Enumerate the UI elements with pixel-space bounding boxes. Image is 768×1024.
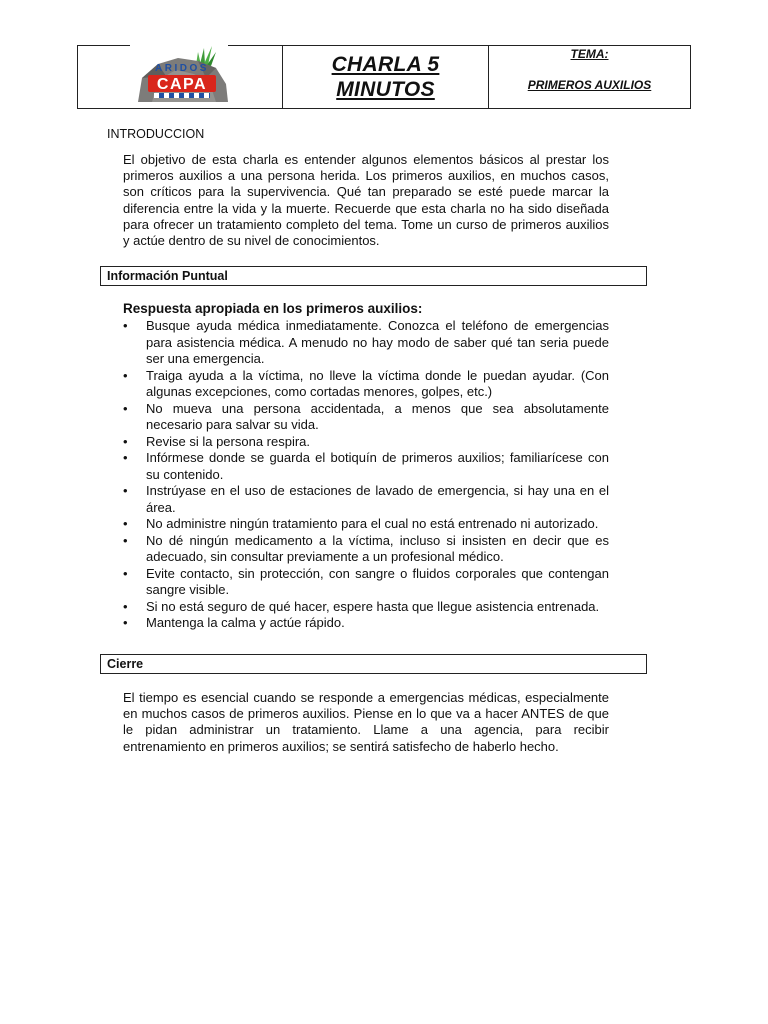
logo-cell [78,46,283,108]
company-logo [132,44,232,108]
list-item: • Traiga ayuda a la víctima, no lleve la víctima donde le puedan ayudar. (Con algunas excepciones, como cortadas menores, golpes, etc.) [123,368,609,401]
list-item: • Evite contacto, sin protección, con sangre o fluidos corporales que contengan sangre visible. [123,566,609,599]
list-item: • Revise si la persona respira. [123,434,609,451]
list-item: • Infórmese donde se guarda el botiquín de primeros auxilios; familiarícese con su contenido. [123,450,609,483]
title-line-1: CHARLA 5 [331,53,440,76]
logo-top-text: ARIDOS [155,63,209,74]
header-table [77,45,691,109]
title-cell [283,46,489,108]
list-item: • No dé ningún medicamento a la víctima, incluso si insisten en decir que es adecuado, sin consultar previamente a un profesional médico. [123,533,609,566]
list-item: • Mantenga la calma y actúe rápido. [123,615,609,632]
first-aid-list [123,318,609,632]
title-line-2: MINUTOS [336,78,435,101]
intro-heading: INTRODUCCION [107,127,205,141]
topic-label: TEMA: [570,47,609,61]
list-item: • No mueva una persona accidentada, a menos que sea absolutamente necesario para salvar su vida. [123,401,609,434]
list-item: • No administre ningún tratamiento para el cual no está entrenado ni autorizado. [123,516,609,533]
list-item: • Si no está seguro de qué hacer, espere hasta que llegue asistencia entrenada. [123,599,609,616]
closing-paragraph: El tiempo es esencial cuando se responde a emergencias médicas, especialmente en muchos casos de primeros auxilios. Piense en lo que va a hacer ANTES de que le pidan administrar un tratamiento. Llame a una agencia, para recibir entrenamiento en primeros auxilios; se sentirá satisfecho de haberlo hecho. [123,690,609,754]
topic-cell [489,46,690,108]
topic-value: PRIMEROS AUXILIOS [527,78,652,92]
intro-paragraph: El objetivo de esta charla es entender algunos elementos básicos al prestar los primeros auxilios a una persona herida. Los primeros auxilios, en muchos casos, son críticos para la supervivencia. Qué tan preparado se esté puede marcar la diferencia entre la vida y la muerte. Recuerde que esta charla no ha sido diseñada para ofrecer un tratamiento completo del tema. Tome un curso de primeros auxilios y actúe dentro de su nivel de conocimientos. [123,152,609,249]
info-section-heading: Información Puntual [100,266,647,286]
list-item: • Busque ayuda médica inmediatamente. Conozca el teléfono de emergencias para asistencia médica. A menudo no hay modo de saber qué tan seria puede ser una emergencia. [123,318,609,368]
info-subheading: Respuesta apropiada en los primeros auxilios: [123,301,423,316]
closing-section-heading: Cierre [100,654,647,674]
logo-main-text: CAPA [156,76,208,93]
list-item: • Instrúyase en el uso de estaciones de lavado de emergencia, si hay una en el área. [123,483,609,516]
